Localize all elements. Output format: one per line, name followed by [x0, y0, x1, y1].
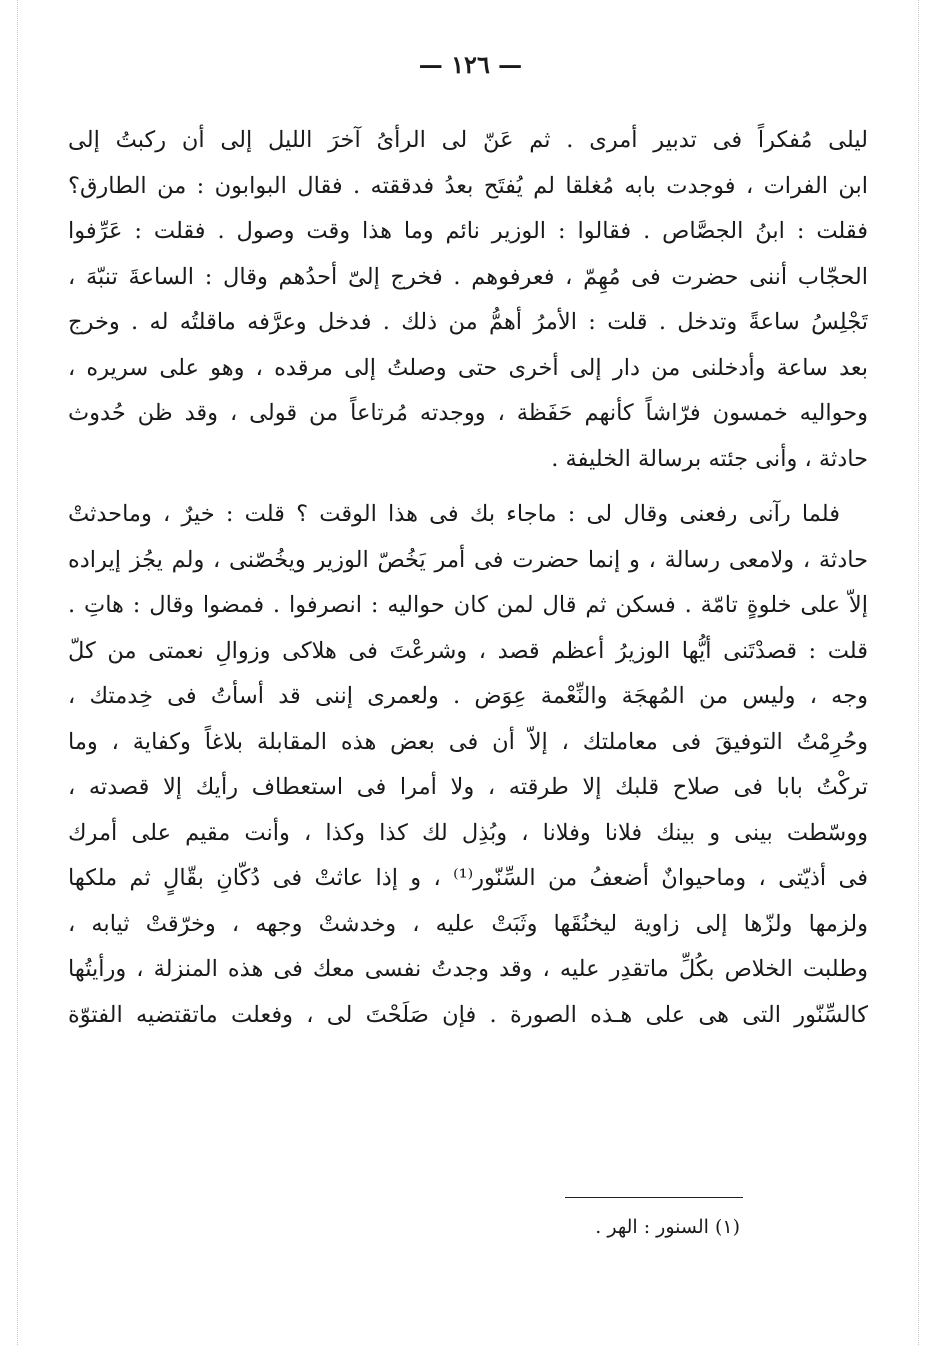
text-line: إلاّ على خلوةٍ تامّة . فسكن ثم قال لمن كان حواليه : انصرفوا . فمضوا وقال : هاتِ .	[68, 592, 868, 618]
paragraph-gap	[68, 482, 868, 492]
text-line: ابن الفرات ، فوجدت بابه مُغلقا لم يُفتَح بعدُ فدققته . فقال البوابون : من الطارق؟	[68, 172, 868, 199]
body-text	[68, 118, 868, 1038]
scan-edge-left	[17, 0, 18, 1345]
text-line: وحُرِمْتُ التوفيقَ فى معاملتك ، إلاّ أن فى بعض هذه المقابلة بلاغاً وكفاية ، وما	[68, 728, 868, 755]
text-line: تركْتُ بابا فى صلاح قلبك إلا طرقته ، ولا أمرا فى استعطاف رأيك إلا قصدته ،	[68, 774, 868, 800]
text-line: ولزمها ولزّها إلى زاوية ليخنُقَها وثَبَتْ عليه ، وخدشتْ وجهه ، وخرّقتْ ثيابه ،	[68, 910, 868, 937]
text-line: ووسّطت بينى و بينك فلانا وفلانا ، وبُذِل لك كذا وكذا ، وأنت مقيم على أمرك	[68, 819, 868, 846]
text-line: فقلت : ابنُ الجصَّاص . فقالوا : الوزير نائم وما هذا وقت وصول . فقلت : عَرِّفوا	[68, 218, 868, 244]
text-line: وطلبت الخلاص بكُلِّ ماتقدِر عليه ، وقد وجدتُ نفسى معك فى هذه المنزلة ، ورأيتُها	[68, 956, 868, 982]
text-line: فلما رآنى رفعنى وقال لى : ماجاء بك فى هذا الوقت ؟ قلت : خيرٌ ، وماحدثتْ	[68, 501, 840, 527]
text-line: حادثة ، ولامعى رسالة ، و إنما حضرت فى أمر يَخُصّ الوزير ويخُصّنى ، ولم يجُز إيراده	[68, 546, 868, 573]
page-number: — ١٢٦ —	[418, 50, 523, 79]
footnote-divider	[565, 1197, 743, 1198]
text-line: فى أذيّتى ، وماحيوانٌ أضعفُ من السِّنّور⁽¹⁾ ، و إذا عاثتْ فى دُكّانِ بقّالٍ ثم ملكها	[68, 865, 868, 891]
text-line: كالسِّنّور التى هى على هـذه الصورة . فإن صَلَحْتَ لى ، وفعلت ماتقتضيه الفتوّة	[68, 1001, 868, 1028]
text-line: بعد ساعة وأدخلنى من دار إلى أخرى حتى وصلتُ إلى مرقده ، وهو على سريره ،	[68, 354, 868, 381]
text-line: ليلى مُفكراً فى تدبير أمرى . ثم عَنّ لى الرأىُ آخرَ الليل إلى أن ركبتُ إلى	[68, 127, 868, 153]
text-line: الحجّاب أننى حضرت فى مُهِمّ ، فعرفوهم . فخرج إلىّ أحدُهم وقال : الساعةَ تنبّهَ ،	[68, 263, 868, 290]
text-line: تَجْلِسُ ساعةً وتدخل . قلت : الأمرُ أهمُّ من ذلك . فدخل وعرَّفه ماقلتُه له . وخرج	[68, 309, 868, 335]
text-line: وحواليه خمسون فرّاشاً كأنهم حَفَظة ، ووجدته مُرتاعاً من قولى ، وقد ظن حُدوث	[68, 400, 868, 426]
text-line: وجه ، وليس من المُهجَة والنِّعْمة عِوَض . ولعمرى إننى قد أسأتُ فى خِدمتك ،	[68, 683, 868, 709]
footnote: (١) السنور : الهر .	[595, 1216, 740, 1238]
text-line: حادثة ، وأنى جئته برسالة الخليفة .	[551, 445, 868, 472]
text-line: قلت : قصدْتَنى أيُّها الوزيرُ أعظم قصد ، وشرعْتَ فى هلاكى وزوالِ نعمتى من كلّ	[68, 637, 868, 664]
scan-edge-right	[918, 0, 919, 1345]
